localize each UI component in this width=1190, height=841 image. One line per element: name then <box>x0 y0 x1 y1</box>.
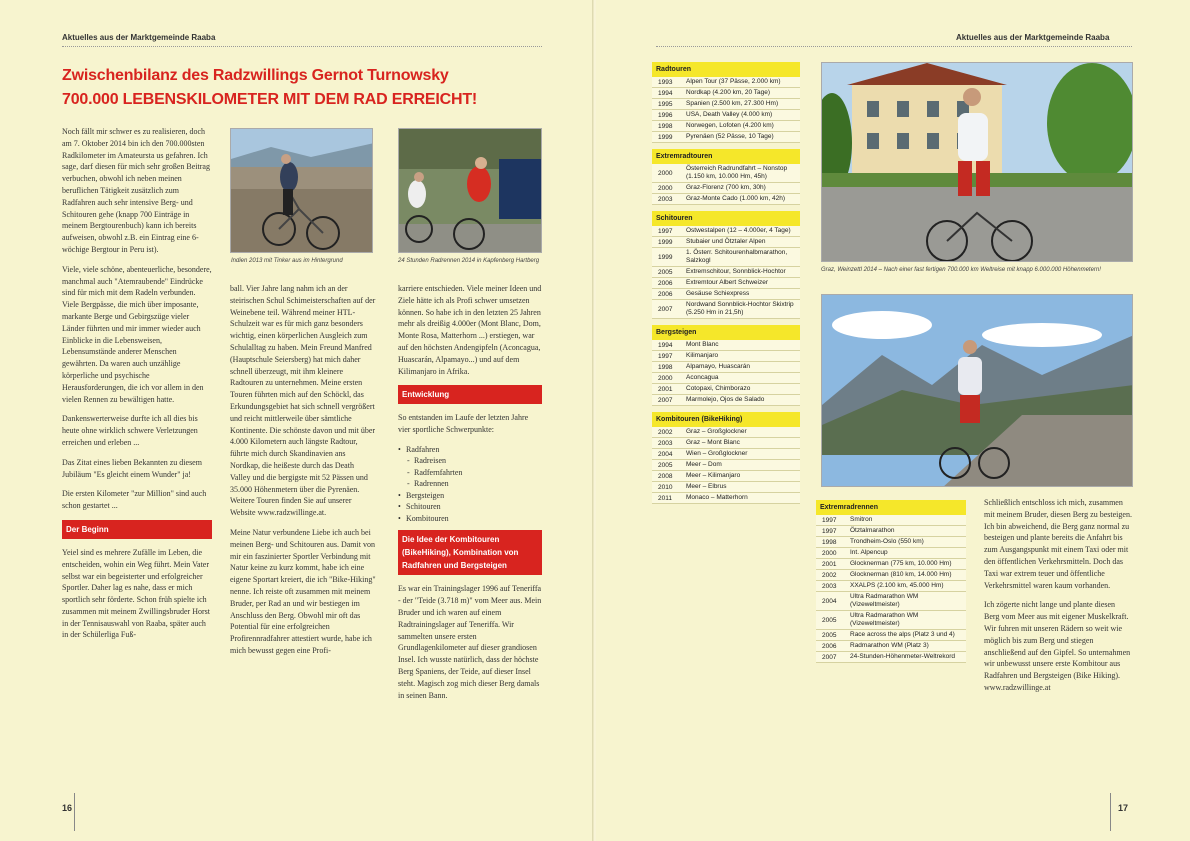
table-header: Radtouren <box>652 62 800 77</box>
paragraph: Schließlich entschloss ich mich, zusammen mit meinem Bruder, diesen Berg zu besteigen. Ich bin abweichend, die Berg ganz normal zu besteigen und plante bereits die Anfahrt bis zum Ausgangspunkt mit einem Taxi oder mit den öffentlichen Verkehrsmitteln. Doch das Taxi war extrem teuer und öffentliche Verkehrsmittel waren kaum vorhanden. <box>984 498 1132 590</box>
table-header: Kombitouren (BikeHiking) <box>652 412 800 427</box>
table-header: Extremradtouren <box>652 149 800 164</box>
table-desc: Glocknerman (775 km, 10.000 Hm) <box>850 560 952 567</box>
table-desc: Ostwestalpen (12 – 4.000er, 4 Tage) <box>686 227 791 234</box>
paragraph: Noch fällt mir schwer es zu realisieren, doch am 7. Oktober 2014 bin ich den 700.000sten Radkilometer im Amateursta us gefahren. Ich sage, darf diesen für mich sehr großen Beitrag verbuchen, obwohl ich neben meinen beruflichen Tätigkeit zusätzlich zum Radfahren auch sehr intensive Berg- und Schitouren gehe (knapp 700 Einträge in meinem Bergtourenbuch) kann ich bereits aufweisen, obwohl z.B. ein Eintrag eine 6-wöchige Bergtour in Peru ist). <box>62 127 210 254</box>
table-desc: XXALPS (2.100 km, 45.000 Hm) <box>850 582 944 589</box>
table-row <box>652 351 800 362</box>
header-rule-right <box>656 46 1132 47</box>
table-year: 2002 <box>658 428 673 436</box>
paragraph: Yeiel sind es mehrere Zufälle im Leben, die entscheiden, wohin ein Weg führt. Mein Vater selbst war ein begeisterter und erfolgreicher Sportler. Daher lag es nahe, dass er mich sportlich sehr förderte. Schon früh spielte ich zusammen mit meinem Zwillingsbruder Horst in der Tennisauswahl von Raaba, später auch in der Schülerliga Fuß- <box>62 547 210 640</box>
photo-24h-race <box>398 128 542 253</box>
table-desc: Smitron <box>850 516 873 523</box>
table-year: 2008 <box>658 472 673 480</box>
table-year: 2004 <box>822 597 837 605</box>
table-row <box>816 548 966 559</box>
table-year: 1997 <box>822 527 837 535</box>
paragraph: Es war ein Trainingslager 1996 auf Teneriffa - der "Teide (3.718 m)" vom Meer aus. Mein Bruder und ich waren auf einem Radtrainingslager auf Teneriffa. Wir sammelten unsere ersten Grundlagenkilometer auf dieser grandiosen Insel. Ich wusste natürlich, dass der höchste Berg Spaniens, der Teide, auf dieser Insel steht. Magisch zog mich dieser Berg damals in seinen Bann. <box>398 584 542 700</box>
article-title <box>62 64 482 112</box>
table-year: 1997 <box>822 516 837 524</box>
article-column-2 <box>230 283 376 665</box>
table-row <box>652 88 800 99</box>
paragraph: Viele, viele schöne, abenteuerliche, besondere, manchmal auch "Atemraubende" Eindrücke sind für mich mit dem Radeln verbunden. Viele Bergpässe, die mich über imposante, markante Berge und Gebirgszüge vieler Länder führten und mir immer wieder auch Einblicke in die Lebensweisen, Lebensumstände anderer Menschen gewährten. Da waren auch unzählige körperliche und psychische Herausforderungen, die ich vor allem in den vielen Rennen zu bewältigen hatte. <box>62 264 212 404</box>
table-desc: Kilimanjaro <box>686 352 719 359</box>
table-row <box>652 493 800 504</box>
table-row <box>652 471 800 482</box>
table-year: 2000 <box>658 374 673 382</box>
running-head-right: Aktuelles aus der Marktgemeinde Raaba <box>956 33 1110 42</box>
table-year: 2007 <box>822 653 837 661</box>
paragraph: Ich zögerte nicht lange und plante diesen Berg vom Meer aus mit eigener Muskelkraft. Wir fuhren mit unseren Rädern so weit wie möglich bis zum Berg und stiegen anschließend auf den Gipfel. So unternahmen wir unbewusst unsere erste Kombitour aus Radfahren und Bergsteigen (Bike Hiking). www.radzwillinge.at <box>984 600 1131 692</box>
table-body <box>652 164 800 205</box>
table-desc: Alpen Tour (37 Pässe, 2.000 km) <box>686 78 781 85</box>
focus-list-item: - Radrennen <box>398 478 542 490</box>
table-year: 1998 <box>658 363 673 371</box>
section-heading-kombi: Die Idee der Kombitouren (BikeHiking), Kombination von Radfahren und Bergsteigen <box>398 530 542 575</box>
table-row <box>652 248 800 267</box>
table-desc: Stubaier und Ötztaler Alpen <box>686 238 766 245</box>
table-row <box>652 289 800 300</box>
table-year: 2000 <box>822 549 837 557</box>
focus-list-item: • Schitouren <box>398 501 542 513</box>
table-desc: Ultra Radmarathon WM (Vizeweltmeister) <box>850 593 919 608</box>
table-desc: Nordkap (4.200 km, 20 Tage) <box>686 89 771 96</box>
table-desc: Graz-Florenz (700 km, 30h) <box>686 184 766 191</box>
table-row <box>652 237 800 248</box>
caption-photo-1: Indien 2013 mit Tinker aus im Hintergrund <box>231 258 343 264</box>
tour-table-extremrad_title <box>652 149 800 205</box>
table-desc: Cotopaxi, Chimborazo <box>686 385 751 392</box>
table-row <box>652 460 800 471</box>
tours-table-left <box>652 62 800 510</box>
table-year: 2011 <box>658 494 672 502</box>
table-year: 1999 <box>658 133 673 141</box>
table-row <box>652 482 800 493</box>
table-desc: Glocknerman (810 km, 14.000 Hm) <box>850 571 952 578</box>
page-number-right: 17 <box>1118 803 1129 813</box>
table-year: 2005 <box>822 616 837 624</box>
table-year: 2004 <box>658 450 673 458</box>
tour-table-radtouren_title <box>652 62 800 143</box>
table-row <box>652 132 800 143</box>
paragraph: Meine Natur verbundene Liebe ich auch bei meinen Berg- und Schitouren aus. Damit von mir ein faszinierter Sportler Verbindung mit Natur keine zu kurz kommt, habe ich eine eigene Sportart kreiert, die ich "Bike-Hiking" nenne. Ich reiste oft zusammen mit meinem Bruder, per Rad an und wir bestiegen im Anschluss den Berg. Obwohl mir oft das Potential für eine erfolgreichen Profirennradfahrer attestiert wurde, habe ich mich bewusst gegen eine Profi- <box>230 527 376 655</box>
table-row <box>652 194 800 205</box>
table-row <box>652 438 800 449</box>
table-year: 2002 <box>822 571 837 579</box>
table-year: 2000 <box>658 184 673 192</box>
article-column-1 <box>62 126 212 649</box>
paragraph: karriere entschieden. Viele meiner Ideen und Ziele hätte ich als Profi schwer umsetzen können. So habe ich in den letzten 25 Jahren mehr als dreißig 4.000er (Mont Blanc, Dom, Monte Rosa, Matterhorn ...) erstiegen, war auf den höchsten Andengipfeln (Aconcagua, Huascarán, Alpamayo...) und auf dem Kilimanjaro in Afrika. <box>398 284 542 376</box>
table-year: 2001 <box>822 560 837 568</box>
table-year: 2006 <box>658 290 673 298</box>
right-page <box>596 0 1190 841</box>
caption-photo-house: Graz, Weinzettl 2014 – Nach einer fast fertigen 700.000 km Weltreise mit knapp 6.000.000 Höhenmetern! <box>821 267 1101 273</box>
table-row <box>816 570 966 581</box>
running-head-left: Aktuelles aus der Marktgemeinde Raaba <box>62 33 216 42</box>
table-desc: Monaco – Matterhorn <box>686 494 748 501</box>
table-body <box>652 340 800 406</box>
section-heading-beginn: Der Beginn <box>62 520 212 539</box>
caption-photo-2: 24 Stunden Radrennen 2014 in Kapfenberg Hartberg <box>398 258 540 264</box>
table-row <box>816 559 966 570</box>
photo-house-cyclist <box>821 62 1133 262</box>
table-year: 2010 <box>658 483 673 491</box>
table-row <box>652 449 800 460</box>
table-row <box>816 630 966 641</box>
focus-list-item: • Radfahren <box>398 444 542 456</box>
photo-cyclist-india <box>230 128 373 253</box>
table-desc: Radmarathon WM (Platz 3) <box>850 642 929 649</box>
table-year: 1999 <box>658 253 673 261</box>
table-desc: Ultra Radmarathon WM (Vizeweltmeister) <box>850 612 919 627</box>
table-desc: Race across the alps (Platz 3 und 4) <box>850 631 955 638</box>
table-desc: Meer – Kilimanjaro <box>686 472 741 479</box>
table-desc: Aconcagua <box>686 374 719 381</box>
table-desc: Int. Alpencup <box>850 549 888 556</box>
tour-table-kombi_title <box>652 412 800 504</box>
table-row <box>816 515 966 526</box>
table-header: Bergsteigen <box>652 325 800 340</box>
table-year: 1996 <box>658 111 673 119</box>
table-desc: Gesäuse Schiexpress <box>686 290 750 297</box>
table-body <box>652 427 800 504</box>
focus-list-item: • Kombitouren <box>398 513 542 525</box>
table-row <box>652 121 800 132</box>
crop-mark-left <box>74 793 75 831</box>
paragraph: ball. Vier Jahre lang nahm ich an der steirischen Schul Schimeisterschaften auf der Weinebene teil. Während meiner HTL-Schulzeit war es für mich ganz besonders wichtig, einen körperlichen Ausgleich zum Schulalltag zu haben. Mein Freund Manfred (Hauptschule Seiersberg) hat mich daher schnell überzeugt, mit ihm kleinere Radtouren zu unternehmen. Meine ersten Touren führten mich auf den Schöckl, das Erkundungsgebiet hat sich schnell vergrößert und reicht mittlerweile über sämtliche Kontinente. Die schönste davon und mit über 4.000 Kilometern auch längste Radtour, führte mich durch Skandinavien ans Nordkap, die heißeste durch das Death Valley und die bergigste mit 52 Pässen und 35.000 Höhenmetern über die Pyrenäen. Weitere Touren finden Sie auf unserer Website www.radzwillinge.at. <box>230 284 376 518</box>
table-header: Extremradrennen <box>816 500 966 515</box>
title-line-1: Zwischenbilanz des Radzwillings Gernot Turnowsky <box>62 67 449 84</box>
table-year: 2003 <box>658 195 673 203</box>
tour-table-bergsteigen_title <box>652 325 800 406</box>
table-desc: Meer – Elbrus <box>686 483 727 490</box>
table-year: 1993 <box>658 78 673 86</box>
table-year: 2005 <box>658 268 673 276</box>
table-desc: Nordwand Sonnblick-Hochtor Skixtrip (5.250 Hm in 21,5h) <box>686 301 794 316</box>
article-column-3 <box>398 283 542 709</box>
table-year: 2006 <box>658 279 673 287</box>
table-row <box>816 581 966 592</box>
left-page <box>0 0 594 841</box>
table-year: 2006 <box>822 642 837 650</box>
photo-mountain-pass <box>821 294 1133 487</box>
table-row <box>816 537 966 548</box>
table-body <box>816 515 966 663</box>
table-year: 2005 <box>658 461 673 469</box>
section-heading-entwicklung: Entwicklung <box>398 385 542 404</box>
table-desc: Mont Blanc <box>686 341 719 348</box>
paragraph: Die ersten Kilometer "zur Million" sind auch schon gestartet ... <box>62 489 207 511</box>
table-year: 1999 <box>658 238 673 246</box>
table-year: 1997 <box>658 352 673 360</box>
table-desc: Meer – Dom <box>686 461 722 468</box>
table-desc: Pyrenäen (52 Pässe, 10 Tage) <box>686 133 774 140</box>
table-row <box>816 592 966 611</box>
table-row <box>652 267 800 278</box>
tour-table-schitouren_title <box>652 211 800 319</box>
table-desc: Norwegen, Lofoten (4.200 km) <box>686 122 774 129</box>
table-desc: Graz – Mont Blanc <box>686 439 740 446</box>
table-desc: 1. Österr. Schitourenhalbmarathon, Salzkogl <box>686 249 788 264</box>
table-year: 1994 <box>658 89 673 97</box>
table-row <box>652 362 800 373</box>
table-row <box>652 226 800 237</box>
table-row <box>652 427 800 438</box>
table-desc: Extremschitour, Sonnblick-Hochtor <box>686 268 786 275</box>
table-desc: Alpamayo, Huascarán <box>686 363 750 370</box>
table-year: 1998 <box>822 538 837 546</box>
table-desc: Graz – Großglockner <box>686 428 747 435</box>
table-row <box>816 611 966 630</box>
table-year: 2007 <box>658 396 673 404</box>
table-row <box>652 340 800 351</box>
table-year: 2003 <box>658 439 673 447</box>
table-desc: Wien – Großglockner <box>686 450 748 457</box>
table-year: 2001 <box>658 385 673 393</box>
table-row <box>652 164 800 183</box>
extreme-races-table <box>816 500 966 669</box>
focus-list-item: • Bergsteigen <box>398 490 542 502</box>
table-header: Schitouren <box>652 211 800 226</box>
table-row <box>816 652 966 663</box>
table-row <box>652 373 800 384</box>
focus-list <box>398 444 542 525</box>
table-year: 2000 <box>658 169 673 177</box>
table-desc: Extremtour Albert Schweizer <box>686 279 769 286</box>
table-desc: Österreich Radrundfahrt – Nonstop (1.150 km, 10.000 Hm, 45h) <box>686 165 788 180</box>
table-desc: Graz-Monte Cado (1.000 km, 42h) <box>686 195 785 202</box>
table-year: 1997 <box>658 227 673 235</box>
table-year: 1998 <box>658 122 673 130</box>
table-desc: Spanien (2.500 km, 27.300 Hm) <box>686 100 779 107</box>
table-year: 2007 <box>658 305 673 313</box>
table-year: 2005 <box>822 631 837 639</box>
crop-mark-right <box>1110 793 1111 831</box>
focus-list-item: - Radfernfahrten <box>398 467 542 479</box>
table-row <box>652 99 800 110</box>
table-desc: Ötztalmarathon <box>850 527 895 534</box>
table-row <box>652 110 800 121</box>
table-row <box>652 300 800 319</box>
tour-table-extremrennen_title <box>816 500 966 663</box>
page-number-left: 16 <box>62 803 73 813</box>
table-desc: 24-Stunden-Höhenmeter-Weltrekord <box>850 653 956 660</box>
table-body <box>652 226 800 319</box>
table-row <box>652 183 800 194</box>
table-desc: Trondheim-Oslo (550 km) <box>850 538 924 545</box>
table-row <box>652 384 800 395</box>
closing-column <box>984 497 1132 702</box>
table-row <box>816 526 966 537</box>
table-year: 1994 <box>658 341 673 349</box>
table-year: 2003 <box>822 582 837 590</box>
table-desc: USA, Death Valley (4.000 km) <box>686 111 773 118</box>
table-body <box>652 77 800 143</box>
table-year: 1995 <box>658 100 673 108</box>
paragraph: Dankenswerterweise durfte ich all dies bis heute ohne wirklich schwere Verletzungen erreichen und erleben ... <box>62 414 198 447</box>
table-row <box>652 395 800 406</box>
focus-list-item: - Radreisen <box>398 455 542 467</box>
title-line-2: 700.000 LEBENSKILOMETER MIT DEM RAD ERREICHT! <box>62 91 478 108</box>
table-row <box>652 278 800 289</box>
header-rule-left <box>62 46 542 47</box>
paragraph: So entstanden im Laufe der letzten Jahre vier sportliche Schwerpunkte: <box>398 413 529 435</box>
paragraph: Das Zitat eines lieben Bekannten zu diesem Jubiläum "Es gleicht einem Wunder" ja! <box>62 457 202 479</box>
table-row <box>652 77 800 88</box>
table-row <box>816 641 966 652</box>
table-desc: Marmolejo, Ojos de Salado <box>686 396 765 403</box>
